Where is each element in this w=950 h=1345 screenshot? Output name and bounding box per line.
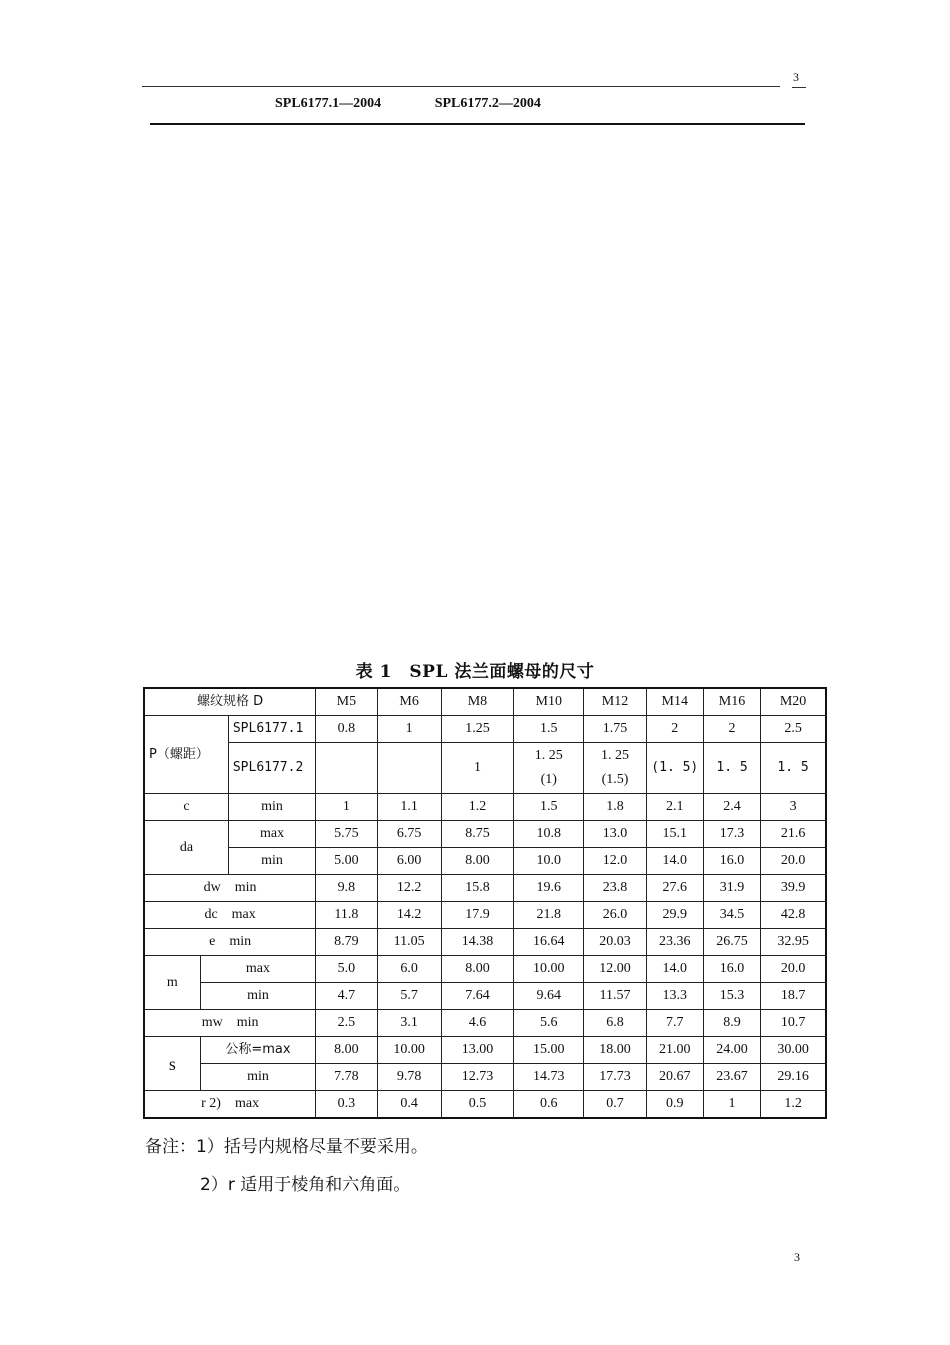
table-cell: 9.64 — [514, 983, 584, 1010]
table-cell: 12.0 — [584, 848, 646, 875]
table-cell: 1.5 — [514, 716, 584, 743]
size-header: M10 — [514, 688, 584, 716]
table-cell: 17.9 — [441, 902, 513, 929]
m-min-sub-label: min — [200, 983, 316, 1010]
table-cell: 14.0 — [646, 848, 703, 875]
table-cell: 4.6 — [441, 1010, 513, 1037]
table-cell: 29.16 — [761, 1064, 826, 1091]
table-cell: 2.1 — [646, 794, 703, 821]
table-cell: 8.00 — [316, 1037, 377, 1064]
note-1: 备注：1）括号内规格尽量不要采用。 — [145, 1137, 428, 1157]
table-cell: 8.75 — [441, 821, 513, 848]
table-cell: 32.95 — [761, 929, 826, 956]
table-cell: 16.0 — [703, 848, 760, 875]
table-cell: 0.4 — [377, 1091, 441, 1119]
table-cell: 1.2 — [441, 794, 513, 821]
table-cell: 14.0 — [646, 956, 703, 983]
table-cell: 20.0 — [761, 848, 826, 875]
table-cell: 1 — [441, 743, 513, 794]
thread-spec-header: 螺纹规格 D — [144, 688, 316, 716]
table-cell: 0.9 — [646, 1091, 703, 1119]
size-header: M8 — [441, 688, 513, 716]
size-header: M16 — [703, 688, 760, 716]
table-cell: 18.00 — [584, 1037, 646, 1064]
table-cell: 0.7 — [584, 1091, 646, 1119]
size-header: M6 — [377, 688, 441, 716]
table-row-r — [144, 1091, 826, 1119]
table-cell: 13.3 — [646, 983, 703, 1010]
table-cell: 0.5 — [441, 1091, 513, 1119]
table-cell: 21.8 — [514, 902, 584, 929]
table-cell: 9.8 — [316, 875, 377, 902]
table-cell: 16.64 — [514, 929, 584, 956]
table-cell: 10.7 — [761, 1010, 826, 1037]
table-cell: 11.8 — [316, 902, 377, 929]
table-cell: 14.2 — [377, 902, 441, 929]
table-cell: 14.38 — [441, 929, 513, 956]
table-cell: 1.75 — [584, 716, 646, 743]
table-cell: 12.73 — [441, 1064, 513, 1091]
table-cell: 6.0 — [377, 956, 441, 983]
note-2: 2）r 适用于棱角和六角面。 — [200, 1175, 411, 1195]
table-row-s-max — [144, 1037, 826, 1064]
table-cell: 5.00 — [316, 848, 377, 875]
table-cell: 0.3 — [316, 1091, 377, 1119]
table-cell: 18.7 — [761, 983, 826, 1010]
table-cell: 12.2 — [377, 875, 441, 902]
table-cell: 7.7 — [646, 1010, 703, 1037]
table-cell: 11.05 — [377, 929, 441, 956]
table-cell: 1 — [703, 1091, 760, 1119]
table-cell: 5.6 — [514, 1010, 584, 1037]
table-cell: 8.79 — [316, 929, 377, 956]
table-row-pitch-1 — [144, 716, 826, 743]
header-page-number: 3 — [793, 70, 799, 84]
table-cell: 23.67 — [703, 1064, 760, 1091]
table-cell: 17.73 — [584, 1064, 646, 1091]
table-cell: 3.1 — [377, 1010, 441, 1037]
table-cell: 11.57 — [584, 983, 646, 1010]
table-cell: 10.0 — [514, 848, 584, 875]
table-row-m-max — [144, 956, 826, 983]
table-cell: 1. 25 (1.5) — [584, 743, 646, 794]
table-cell: 10.8 — [514, 821, 584, 848]
e-label: e min — [144, 929, 316, 956]
size-header: M14 — [646, 688, 703, 716]
header-page-number-underline — [792, 87, 806, 88]
table-cell: 10.00 — [377, 1037, 441, 1064]
table-cell: 20.67 — [646, 1064, 703, 1091]
table-row-dc — [144, 902, 826, 929]
table-cell — [316, 743, 377, 794]
table-cell: 4.7 — [316, 983, 377, 1010]
table-cell: 27.6 — [646, 875, 703, 902]
table-row-s-min — [144, 1064, 826, 1091]
table-cell: 31.9 — [703, 875, 760, 902]
table-cell: 1.8 — [584, 794, 646, 821]
table-cell: (1. 5) — [646, 743, 703, 794]
table-cell: 8.9 — [703, 1010, 760, 1037]
header-bottom-rule — [150, 123, 805, 125]
table-cell: 8.00 — [441, 848, 513, 875]
table-cell: 21.6 — [761, 821, 826, 848]
m-label: m — [144, 956, 200, 1010]
table-cell: 39.9 — [761, 875, 826, 902]
table-cell: 2.4 — [703, 794, 760, 821]
flange-nut-dimension-table — [143, 687, 827, 1119]
table-cell: 13.00 — [441, 1037, 513, 1064]
table-cell: 23.36 — [646, 929, 703, 956]
m-max-sub-label: max — [200, 956, 316, 983]
size-header: M5 — [316, 688, 377, 716]
table-cell: 2.5 — [316, 1010, 377, 1037]
s-label: s — [144, 1037, 200, 1091]
table-cell: 24.00 — [703, 1037, 760, 1064]
table-cell: 1.25 — [441, 716, 513, 743]
size-header: M12 — [584, 688, 646, 716]
table-cell: 16.0 — [703, 956, 760, 983]
table-header-row — [144, 688, 826, 716]
table-cell: 23.8 — [584, 875, 646, 902]
table-row-e — [144, 929, 826, 956]
table-cell: 2.5 — [761, 716, 826, 743]
table-cell: 1.2 — [761, 1091, 826, 1119]
table-row-da-max — [144, 821, 826, 848]
dw-label: dw min — [144, 875, 316, 902]
table-cell: 1. 5 — [761, 743, 826, 794]
table-row-m-min — [144, 983, 826, 1010]
da-min-sub-label: min — [228, 848, 315, 875]
table-cell: 5.7 — [377, 983, 441, 1010]
r-label: r 2) max — [144, 1091, 316, 1119]
table-cell: 1.1 — [377, 794, 441, 821]
table-cell: 26.75 — [703, 929, 760, 956]
table-cell: 2 — [646, 716, 703, 743]
standard-code-2: SPL6177.2—2004 — [434, 96, 541, 111]
table-cell: 14.73 — [514, 1064, 584, 1091]
mw-label: mw min — [144, 1010, 316, 1037]
pitch-sub-label-2: SPL6177.2 — [228, 743, 315, 794]
table-cell: 13.0 — [584, 821, 646, 848]
table-cell: 29.9 — [646, 902, 703, 929]
table-cell: 6.8 — [584, 1010, 646, 1037]
table-row-pitch-2 — [144, 743, 826, 794]
table-cell: 6.00 — [377, 848, 441, 875]
table-title: 表 1 SPL 法兰面螺母的尺寸 — [355, 662, 595, 682]
table-cell: 2 — [703, 716, 760, 743]
table-cell: 0.6 — [514, 1091, 584, 1119]
table-cell: 6.75 — [377, 821, 441, 848]
table-cell: 15.3 — [703, 983, 760, 1010]
size-header: M20 — [761, 688, 826, 716]
table-cell: 21.00 — [646, 1037, 703, 1064]
dc-label: dc max — [144, 902, 316, 929]
table-cell: 8.00 — [441, 956, 513, 983]
table-cell: 10.00 — [514, 956, 584, 983]
table-cell: 9.78 — [377, 1064, 441, 1091]
table-cell: 1. 25 (1) — [514, 743, 584, 794]
table-cell: 20.03 — [584, 929, 646, 956]
table-row-mw — [144, 1010, 826, 1037]
c-label: c — [144, 794, 228, 821]
table-row-dw — [144, 875, 826, 902]
table-cell: 15.8 — [441, 875, 513, 902]
table-row-da-min — [144, 848, 826, 875]
table-cell: 7.78 — [316, 1064, 377, 1091]
table-cell: 5.0 — [316, 956, 377, 983]
da-max-sub-label: max — [228, 821, 315, 848]
table-cell: 42.8 — [761, 902, 826, 929]
table-cell: 17.3 — [703, 821, 760, 848]
table-cell: 34.5 — [703, 902, 760, 929]
header-top-rule — [142, 86, 780, 87]
table-cell: 20.0 — [761, 956, 826, 983]
table-cell: 1.5 — [514, 794, 584, 821]
table-cell: 15.1 — [646, 821, 703, 848]
table-cell: 1. 5 — [703, 743, 760, 794]
table-row-c — [144, 794, 826, 821]
table-cell: 3 — [761, 794, 826, 821]
s-max-sub-label: 公称=max — [200, 1037, 316, 1064]
s-min-sub-label: min — [200, 1064, 316, 1091]
table-cell: 30.00 — [761, 1037, 826, 1064]
table-cell: 5.75 — [316, 821, 377, 848]
table-cell: 19.6 — [514, 875, 584, 902]
table-cell — [377, 743, 441, 794]
table-cell: 1 — [316, 794, 377, 821]
table-cell: 12.00 — [584, 956, 646, 983]
footer-page-number: 3 — [794, 1250, 800, 1264]
table-cell: 26.0 — [584, 902, 646, 929]
table-cell: 7.64 — [441, 983, 513, 1010]
header-standard-codes — [275, 96, 541, 112]
c-sub-label: min — [228, 794, 315, 821]
table-cell: 1 — [377, 716, 441, 743]
pitch-label: P（螺距） — [144, 716, 228, 794]
standard-code-1: SPL6177.1—2004 — [275, 96, 382, 111]
da-label: da — [144, 821, 228, 875]
table-cell: 0.8 — [316, 716, 377, 743]
pitch-sub-label-1: SPL6177.1 — [228, 716, 315, 743]
table-cell: 15.00 — [514, 1037, 584, 1064]
